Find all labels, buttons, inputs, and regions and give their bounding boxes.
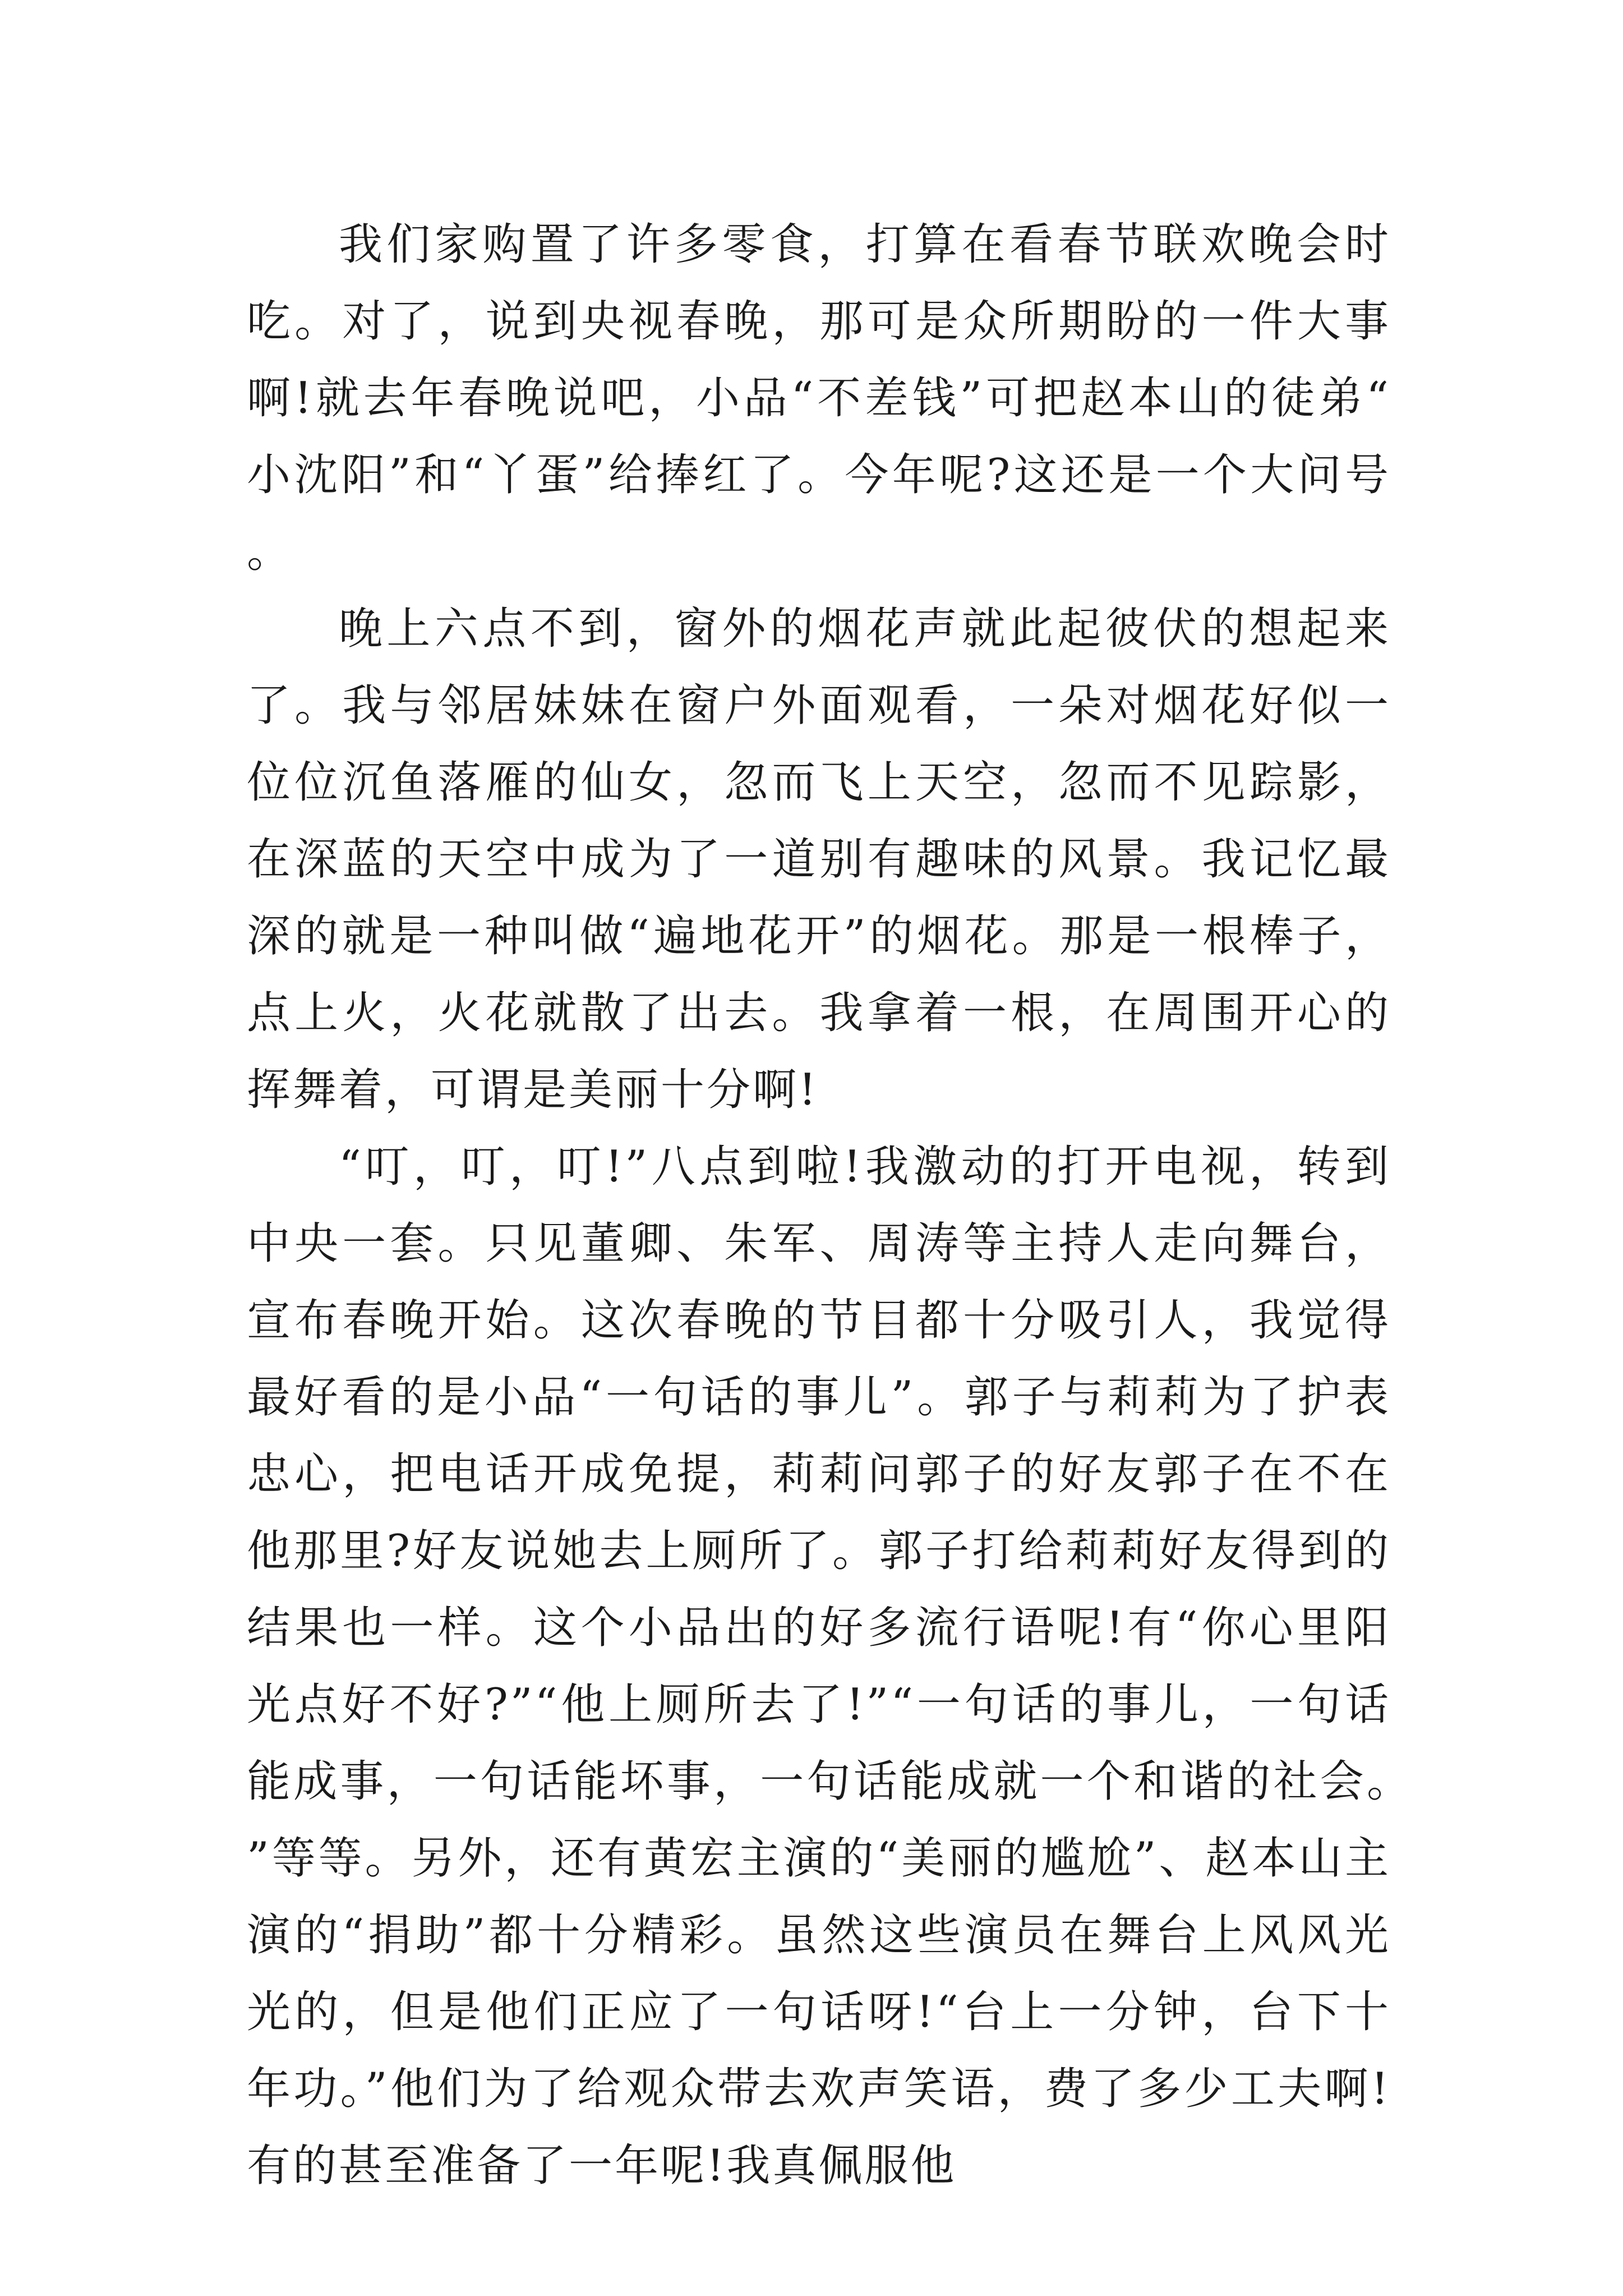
- paragraph-3: “叮，叮，叮!”八点到啦!我激动的打开电视，转到中央一套。只见董卿、朱军、周涛等主持人走向舞台，宣布春晚开始。这次春晚的节目都十分吸引人，我觉得最好看的是小品“一句话的事儿”。郭子与莉莉为了护表忠心，把电话开成免提，莉莉问郭子的好友郭子在不在他那里?好友说她去上厕所了。郭子打给莉莉好友得到的结果也一样。这个小品出的好多流行语呢!有“你心里阳光点好不好?”“他上厕所去了!”“一句话的事儿，一句话能成事，一句话能坏事，一句话能成就一个和谐的社会。”等等。另外，还有黄宏主演的“美丽的尴尬”、赵本山主演的“捐助”都十分精彩。虽然这些演员在舞台上风风光光的，但是他们正应了一句话呀!“台上一分钟，台下十年功。”他们为了给观众带去欢声笑语，费了多少工夫啊!有的甚至准备了一年呢!我真佩服他: [247, 1142, 1391, 2191]
- paragraph-1: 我们家购置了许多零食，打算在看春节联欢晚会时吃。对了，说到央视春晚，那可是众所期盼的一件大事啊!就去年春晚说吧，小品“不差钱”可把赵本山的徒弟“小沈阳”和“丫蛋”给捧红了。今年呢?这还是一个大问号。: [247, 219, 1391, 577]
- body-text: [247, 206, 1391, 2205]
- paragraph-2: 晚上六点不到，窗外的烟花声就此起彼伏的想起来了。我与邻居妹妹在窗户外面观看，一朵对烟花好似一位位沉鱼落雁的仙女，忽而飞上天空，忽而不见踪影，在深蓝的天空中成为了一道别有趣味的风景。我记忆最深的就是一种叫做“遍地花开”的烟花。那是一根棒子，点上火，火花就散了出去。我拿着一根，在周围开心的挥舞着，可谓是美丽十分啊!: [247, 604, 1391, 1115]
